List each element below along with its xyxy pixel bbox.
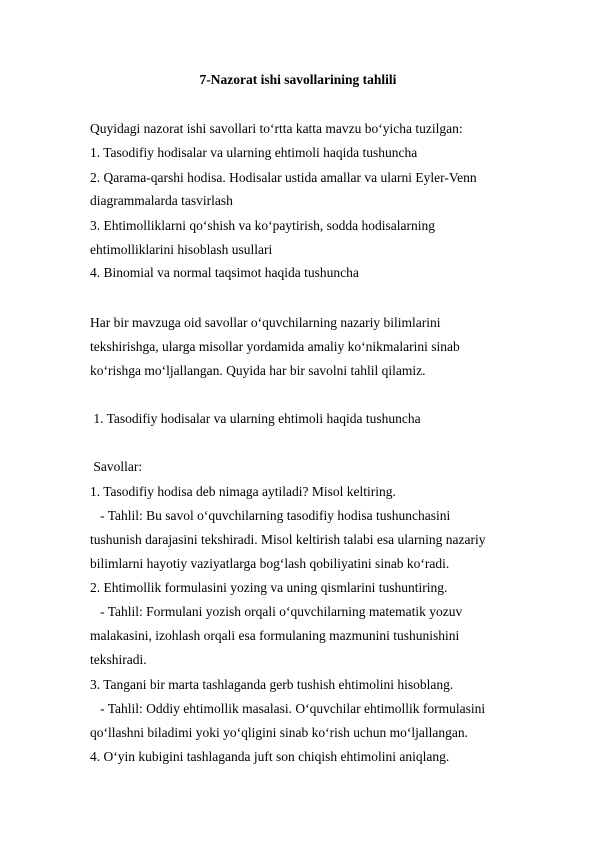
question-2: 2. Ehtimollik formulasini yozing va uning qismlarini tushuntiring. bbox=[90, 580, 448, 595]
question-3-analysis-line-1: - Tahlil: Oddiy ehtimollik masalasi. O‘quvchilar ehtimollik formulasini bbox=[90, 701, 486, 716]
question-2-analysis-line-3: tekshiradi. bbox=[90, 652, 147, 667]
question-2-analysis-line-1: - Tahlil: Formulani yozish orqali o‘quvchilarning matematik yozuv bbox=[90, 604, 463, 619]
topic-item-1: 1. Tasodifiy hodisalar va ularning ehtimoli haqida tushuncha bbox=[90, 145, 418, 160]
question-1-analysis-line-3: bilimlarni hayotiy vaziyatlarga bog‘lash qobiliyatini sinab ko‘radi. bbox=[90, 556, 450, 571]
section-heading: 1. Tasodifiy hodisalar va ularning ehtimoli haqida tushuncha bbox=[90, 411, 421, 426]
question-2-analysis-line-2: malakasini, izohlash orqali esa formulaning mazmunini tushunishini bbox=[90, 628, 460, 643]
document-title: 7-Nazorat ishi savollarining tahlili bbox=[199, 72, 397, 87]
question-3-analysis-line-2: qo‘llashni biladimi yoki yo‘qligini sinab ko‘rish uchun mo‘ljallangan. bbox=[90, 725, 468, 740]
question-3: 3. Tangani bir marta tashlaganda gerb tushish ehtimolini hisoblang. bbox=[90, 677, 454, 692]
topic-item-4: 4. Binomial va normal taqsimot haqida tushuncha bbox=[90, 265, 359, 280]
paragraph-line-1: Har bir mavzuga oid savollar o‘quvchilarning nazariy bilimlarini bbox=[90, 315, 441, 330]
question-1: 1. Tasodifiy hodisa deb nimaga aytiladi? Misol keltiring. bbox=[90, 484, 396, 499]
topic-item-2: 2. Qarama-qarshi hodisa. Hodisalar ustida amallar va ularni Eyler-Venn bbox=[90, 170, 477, 185]
question-4: 4. O‘yin kubigini tashlaganda juft son chiqish ehtimolini aniqlang. bbox=[90, 749, 450, 764]
topic-item-3-continued: ehtimolliklarini hisoblash usullari bbox=[90, 242, 273, 257]
question-1-analysis-line-1: - Tahlil: Bu savol o‘quvchilarning tasodifiy hodisa tushunchasini bbox=[90, 508, 451, 523]
paragraph-line-3: ko‘rishga mo‘ljallangan. Quyida har bir savolni tahlil qilamiz. bbox=[90, 363, 426, 378]
topic-item-2-continued: diagrammalarda tasvirlash bbox=[90, 193, 233, 208]
intro-lead: Quyidagi nazorat ishi savollari to‘rtta katta mavzu bo‘yicha tuzilgan: bbox=[90, 121, 463, 136]
questions-label: Savollar: bbox=[90, 459, 143, 474]
question-1-analysis-line-2: tushunish darajasini tekshiradi. Misol keltirish talabi esa ularning nazariy bbox=[90, 532, 486, 547]
paragraph-line-2: tekshirishga, ularga misollar yordamida amaliy ko‘nikmalarini sinab bbox=[90, 339, 460, 354]
topic-item-3: 3. Ehtimolliklarni qo‘shish va ko‘paytirish, sodda hodisalarning bbox=[90, 218, 435, 233]
